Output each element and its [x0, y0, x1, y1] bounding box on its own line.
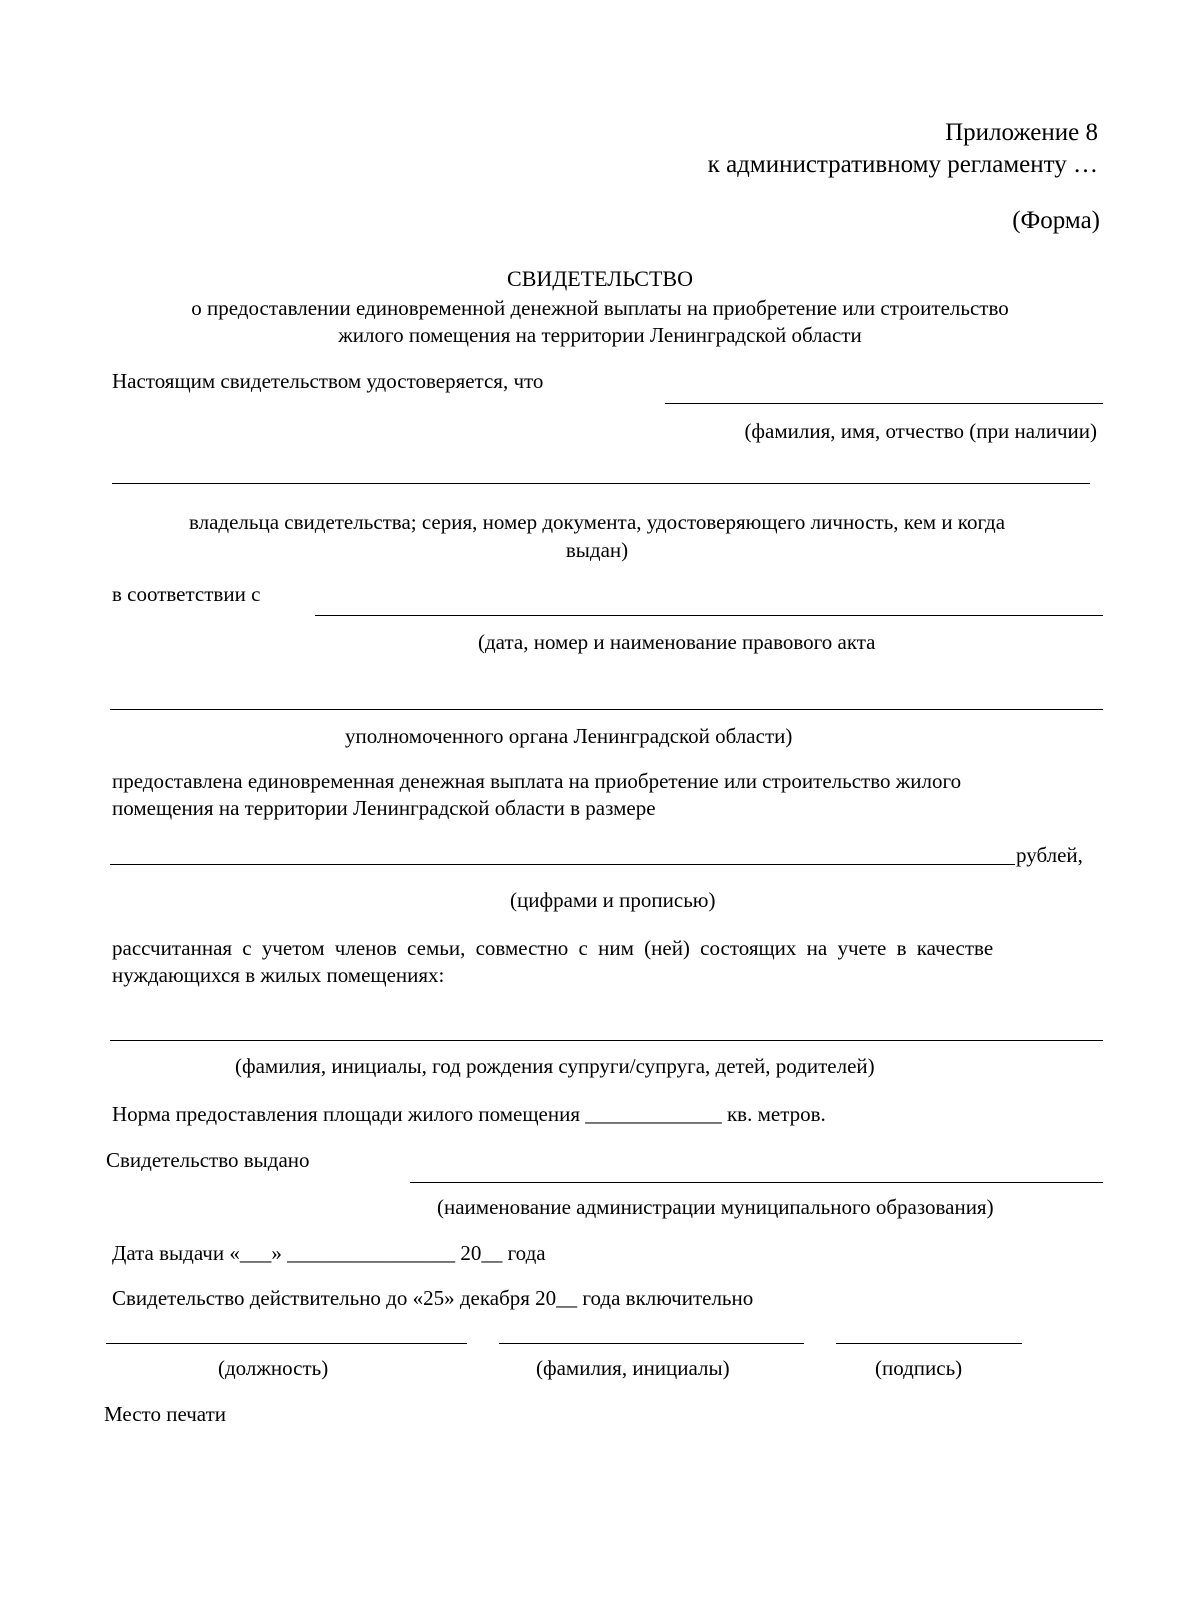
appendix-number: Приложение 8 — [945, 119, 1098, 146]
payment-text-line-2: помещения на территории Ленинградской области в размере — [112, 796, 656, 820]
name-signature-line — [499, 1343, 804, 1344]
document-title: СВИДЕТЕЛЬСТВО — [507, 266, 693, 291]
basis-body-caption: уполномоченного органа Ленинградской области) — [345, 724, 793, 748]
basis-label: в соответствии с — [112, 582, 261, 606]
regulation-reference: к административному регламенту … — [707, 151, 1098, 178]
holder-document-caption-line-2: выдан) — [565, 538, 629, 562]
validity-statement: Свидетельство действительно до «25» декабря 20__ года включительно — [112, 1286, 754, 1310]
payment-amount-line — [110, 864, 1015, 865]
signature-caption: (подпись) — [875, 1356, 963, 1380]
position-signature-line — [106, 1343, 467, 1344]
document-subtitle-line-2: жилого помещения на территории Ленинградской области — [338, 323, 862, 347]
holder-name-caption: (фамилия, имя, отчество (при наличии) — [744, 419, 1097, 443]
basis-act-caption: (дата, номер и наименование правового акта — [478, 630, 876, 654]
name-caption: (фамилия, инициалы) — [536, 1356, 730, 1380]
holder-document-caption-line-1: владельца свидетельства; серия, номер документа, удостоверяющего личность, кем и когда — [188, 510, 1006, 534]
form-label: (Форма) — [1012, 207, 1100, 234]
issue-date: Дата выдачи «___» ________________ 20__ года — [112, 1241, 546, 1265]
holder-document-line — [112, 483, 1090, 484]
holder-intro: Настоящим свидетельством удостоверяется, что — [112, 369, 544, 393]
basis-body-line — [110, 709, 1103, 710]
issuer-label: Свидетельство выдано — [106, 1148, 310, 1172]
position-caption: (должность) — [218, 1356, 329, 1380]
document-subtitle-line-1: о предоставлении единовременной денежной выплаты на приобретение или строительство — [191, 296, 1009, 320]
payment-text-line-1: предоставлена единовременная денежная выплата на приобретение или строительство жилого — [112, 769, 962, 793]
seal-place: Место печати — [104, 1402, 227, 1426]
issuer-caption: (наименование администрации муниципального образования) — [437, 1195, 994, 1219]
family-text-line-1: рассчитанная с учетом членов семьи, совместно с ним (ней) состоящих на учете в качестве — [112, 936, 994, 960]
payment-amount-caption: (цифрами и прописью) — [510, 888, 716, 912]
holder-name-line — [665, 403, 1103, 404]
family-members-caption: (фамилия, инициалы, год рождения супруги/супруга, детей, родителей) — [235, 1054, 875, 1078]
issuer-line — [410, 1182, 1103, 1183]
payment-currency: рублей, — [1016, 843, 1083, 867]
basis-act-line — [315, 615, 1103, 616]
family-text-line-2: нуждающихся в жилых помещениях: — [112, 963, 445, 987]
signature-line — [836, 1343, 1022, 1344]
family-members-line — [110, 1040, 1103, 1041]
housing-norm: Норма предоставления площади жилого помещения _____________ кв. метров. — [112, 1102, 826, 1126]
